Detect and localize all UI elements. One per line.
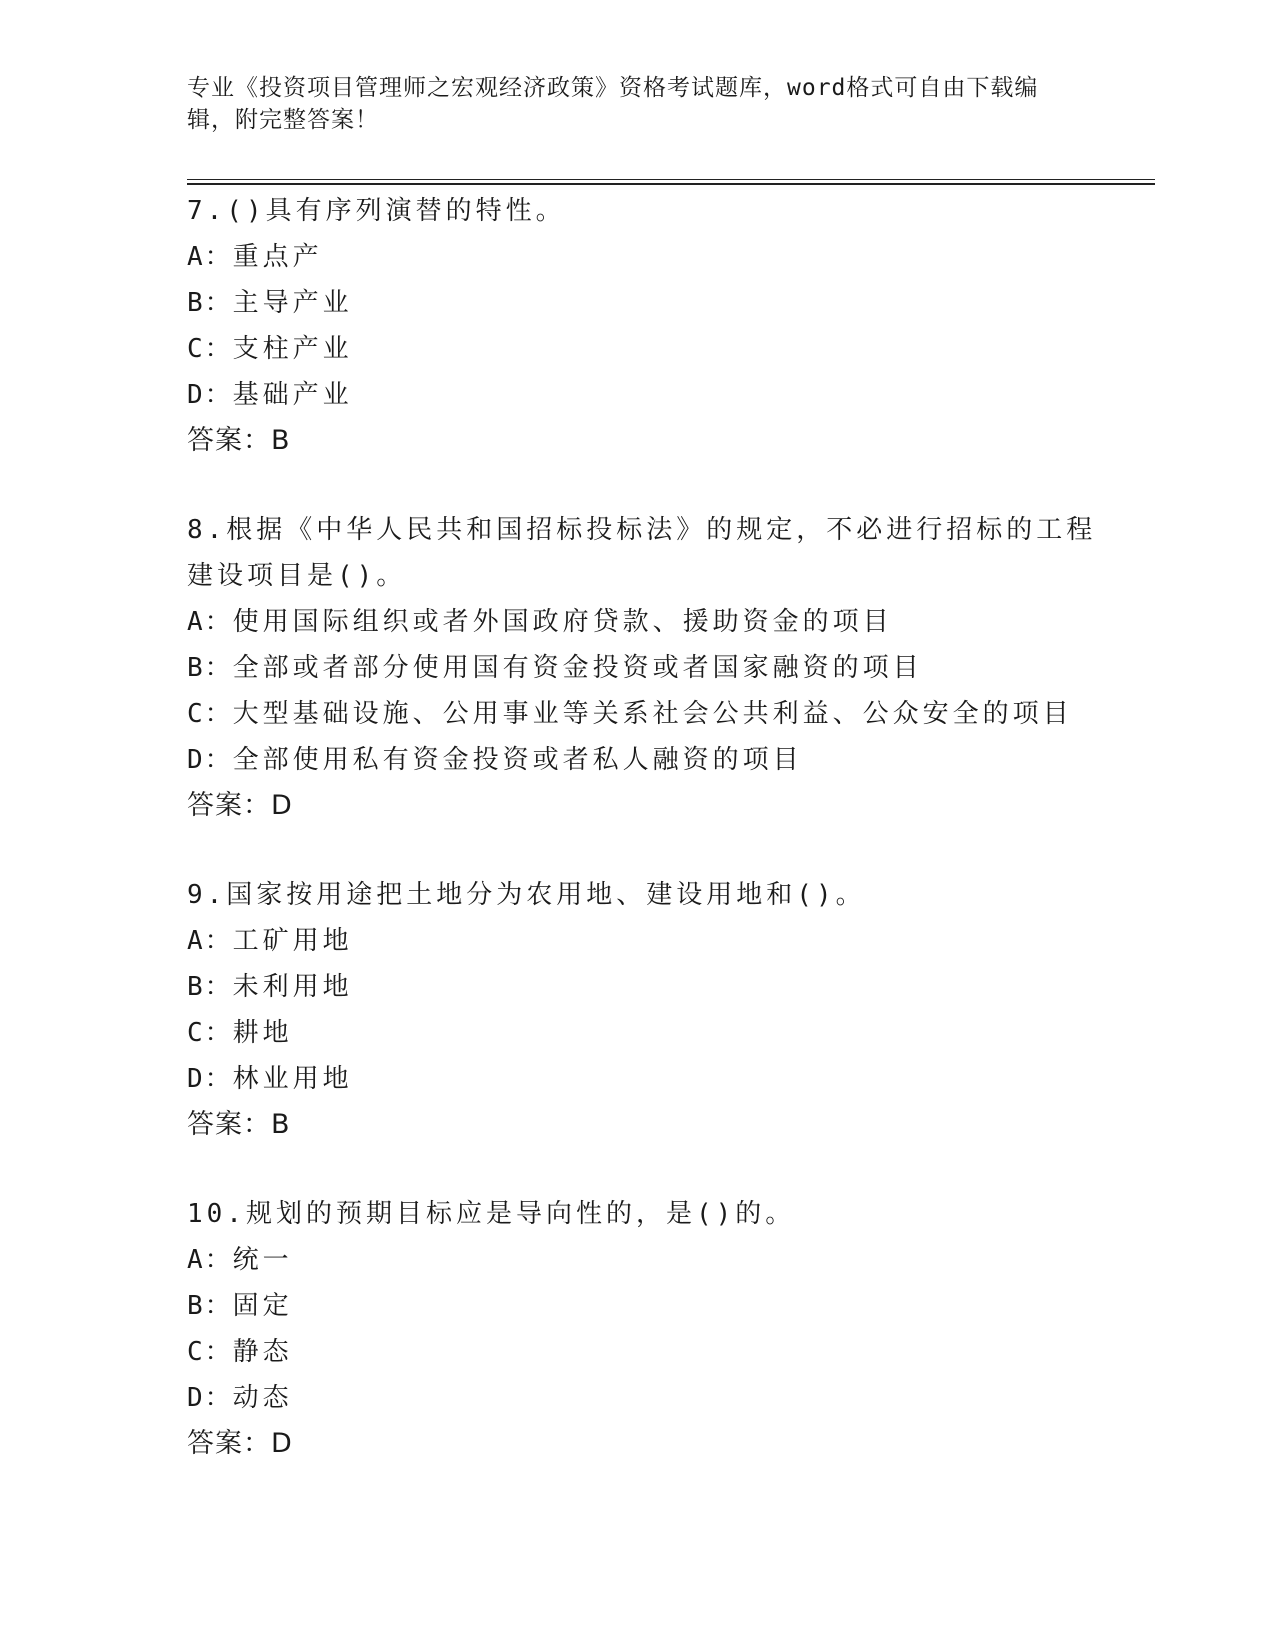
- question-stem-line-2: 建设项目是()。: [187, 561, 407, 591]
- option-a: [187, 234, 1155, 280]
- option-text: 使用国际组织或者外国政府贷款、援助资金的项目: [232, 607, 893, 637]
- option-letter: D：: [187, 745, 233, 775]
- option-b: [187, 280, 1155, 326]
- question-stem-line-1: 8.根据《中华人民共和国招标投标法》的规定，不必进行招标的工程: [187, 515, 1097, 545]
- option-letter: B：: [187, 288, 233, 318]
- option-a: [187, 1237, 1155, 1283]
- option-letter: C：: [187, 699, 233, 729]
- option-letter: D：: [187, 1064, 233, 1094]
- question-stem: 10.规划的预期目标应是导向性的，是()的。: [187, 1199, 796, 1229]
- option-text: 全部或者部分使用国有资金投资或者国家融资的项目: [232, 653, 923, 683]
- option-text: 动态: [232, 1383, 293, 1413]
- option-d: [187, 1056, 1155, 1102]
- option-text: 固定: [232, 1291, 293, 1321]
- option-d: [187, 737, 1155, 783]
- header-divider-thin: [187, 179, 1155, 180]
- question-7: [187, 188, 1155, 464]
- option-letter: C：: [187, 1018, 233, 1048]
- answer-label: 答案：D: [187, 1428, 293, 1459]
- option-c: [187, 1329, 1155, 1375]
- header-line-1: 专业《投资项目管理师之宏观经济政策》资格考试题库，word格式可自由下载编: [187, 75, 1039, 101]
- option-text: 统一: [232, 1245, 293, 1275]
- question-10: [187, 1191, 1155, 1467]
- option-b: [187, 1283, 1155, 1329]
- option-letter: A：: [187, 242, 233, 272]
- answer-label: 答案：D: [187, 790, 293, 821]
- option-d: [187, 1375, 1155, 1421]
- option-letter: A：: [187, 926, 233, 956]
- option-letter: C：: [187, 334, 233, 364]
- option-text: 支柱产业: [232, 334, 353, 364]
- option-text: 工矿用地: [232, 926, 353, 956]
- option-text: 林业用地: [232, 1064, 353, 1094]
- option-letter: B：: [187, 653, 233, 683]
- header-divider-thick: [187, 183, 1155, 185]
- option-letter: C：: [187, 1337, 233, 1367]
- option-d: [187, 372, 1155, 418]
- answer-label: 答案：B: [187, 1109, 291, 1140]
- option-c: [187, 326, 1155, 372]
- option-letter: A：: [187, 1245, 233, 1275]
- option-letter: B：: [187, 972, 233, 1002]
- option-letter: D：: [187, 380, 233, 410]
- header-line-2: 辑，附完整答案！: [187, 107, 379, 133]
- option-text: 大型基础设施、公用事业等关系社会公共利益、公众安全的项目: [232, 699, 1073, 729]
- option-letter: A：: [187, 607, 233, 637]
- option-text: 耕地: [232, 1018, 293, 1048]
- question-list: [187, 188, 1155, 1510]
- option-a: [187, 599, 1155, 645]
- option-a: [187, 918, 1155, 964]
- option-text: 主导产业: [232, 288, 353, 318]
- option-c: [187, 1010, 1155, 1056]
- option-text: 基础产业: [232, 380, 353, 410]
- document-header: [187, 72, 1087, 136]
- option-letter: D：: [187, 1383, 233, 1413]
- option-b: [187, 645, 1155, 691]
- option-letter: B：: [187, 1291, 233, 1321]
- option-text: 全部使用私有资金投资或者私人融资的项目: [232, 745, 803, 775]
- option-text: 重点产: [232, 242, 323, 272]
- option-text: 静态: [232, 1337, 293, 1367]
- question-stem: 9.国家按用途把土地分为农用地、建设用地和()。: [187, 880, 866, 910]
- answer-label: 答案：B: [187, 425, 291, 456]
- option-c: [187, 691, 1155, 737]
- question-9: [187, 872, 1155, 1148]
- option-text: 未利用地: [232, 972, 353, 1002]
- question-8: [187, 507, 1155, 829]
- question-stem: 7.()具有序列演替的特性。: [187, 196, 566, 226]
- option-b: [187, 964, 1155, 1010]
